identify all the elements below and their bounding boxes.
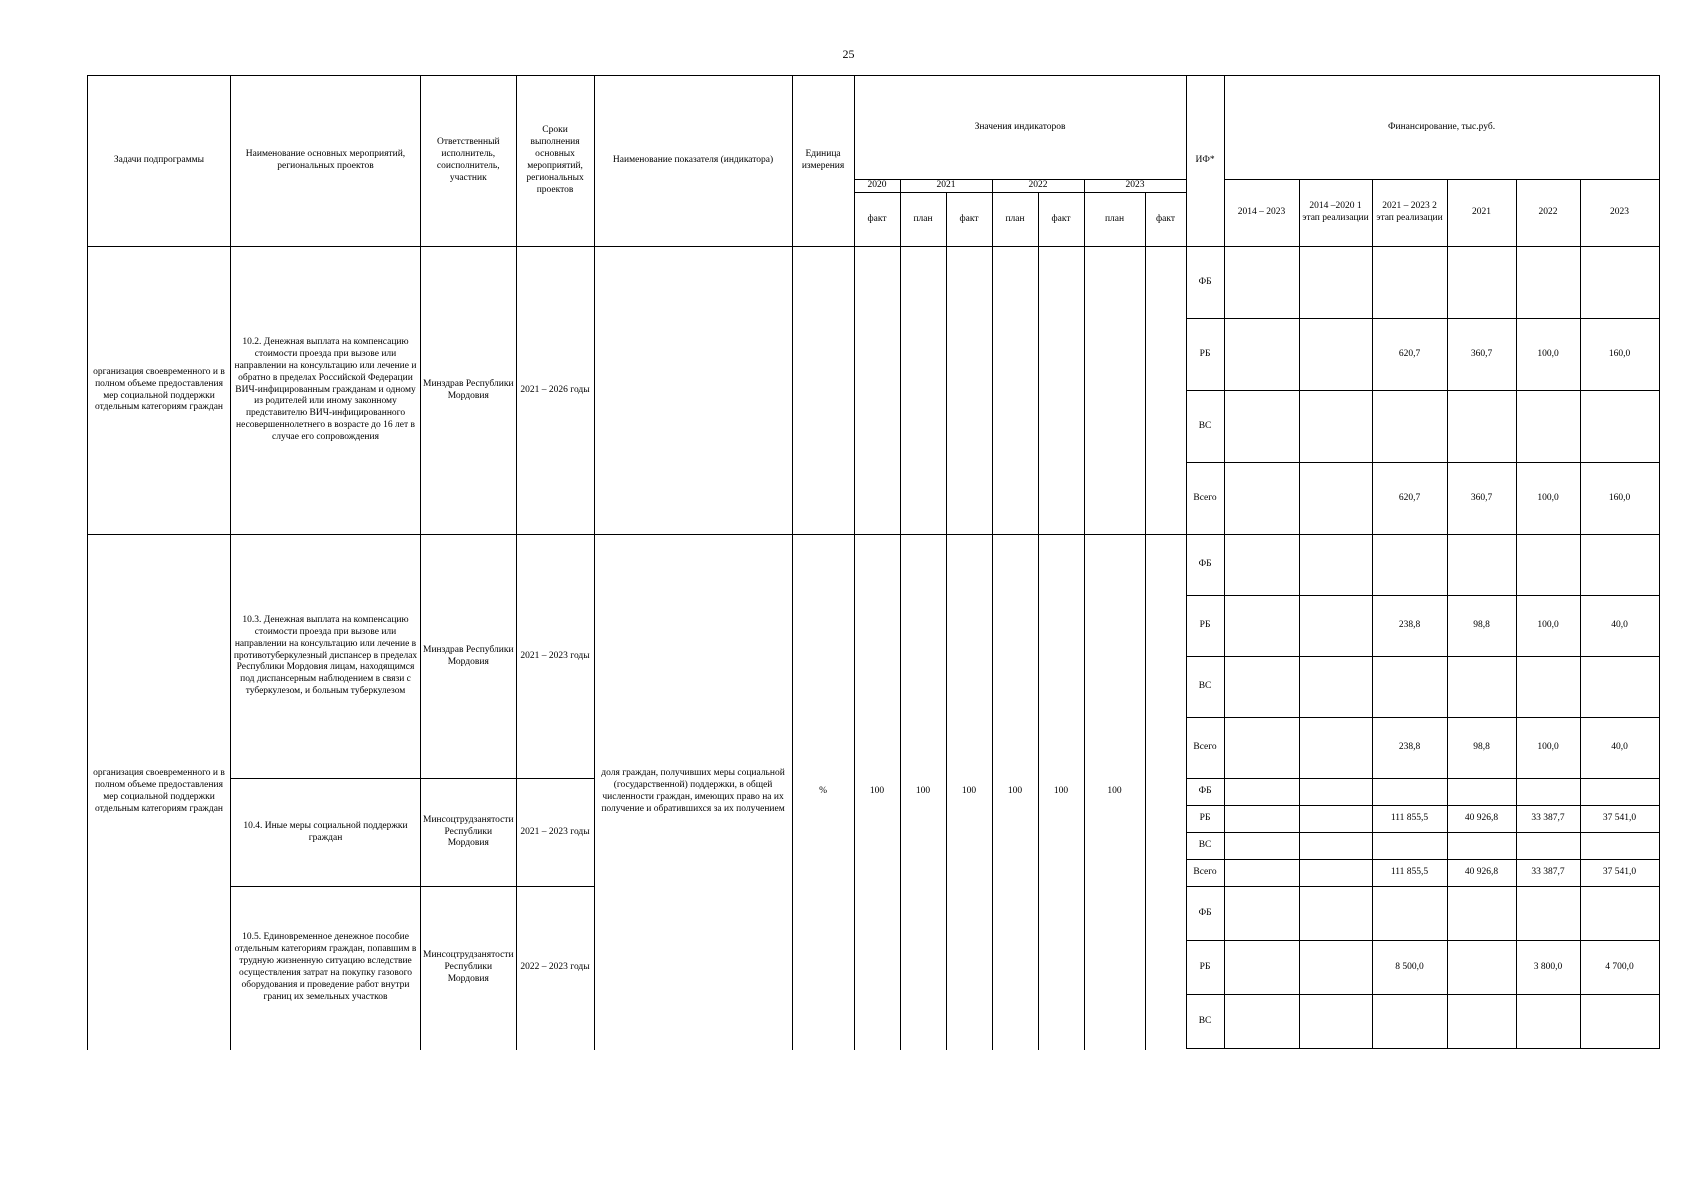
cell-value: 100,0 bbox=[1516, 718, 1580, 779]
term-10-3: 2021 – 2023 годы bbox=[516, 535, 594, 779]
source-vs: ВС bbox=[1186, 995, 1224, 1049]
cell-value: 33 387,7 bbox=[1516, 806, 1580, 833]
header-term: Сроки выполнения основных мероприятий, региональных проектов bbox=[516, 76, 594, 247]
ind-2022-fact: 100 bbox=[1038, 535, 1084, 1050]
cell-value: 100,0 bbox=[1516, 319, 1580, 391]
year-2022: 2022 bbox=[992, 180, 1084, 193]
sub-plan: план bbox=[900, 193, 946, 247]
source-fb: ФБ bbox=[1186, 247, 1224, 319]
cell-value: 238,8 bbox=[1372, 718, 1447, 779]
source-vs: ВС bbox=[1186, 391, 1224, 463]
sub-fact: факт bbox=[946, 193, 992, 247]
header-unit: Единица измерения bbox=[792, 76, 854, 247]
measure-10-5: 10.5. Единовременное денежное пособие отдельным категориям граждан, попавшим в трудную жизненную ситуацию вследствие осуществления затрат на покупку газового оборудования и проведение работ внутри границ их земельных участков bbox=[231, 887, 421, 1050]
ind-2022-plan: 100 bbox=[992, 535, 1038, 1050]
cell-value: 111 855,5 bbox=[1372, 806, 1447, 833]
cell-value: 40,0 bbox=[1580, 718, 1659, 779]
ind-2023-plan: 100 bbox=[1084, 535, 1145, 1050]
source-rb: РБ bbox=[1186, 806, 1224, 833]
ind-2021-fact: 100 bbox=[946, 535, 992, 1050]
fin-col-2023: 2023 bbox=[1580, 180, 1659, 247]
fin-col-stage2: 2021 – 2023 2 этап реализации bbox=[1372, 180, 1447, 247]
cell-value: 40 926,8 bbox=[1447, 806, 1516, 833]
header-task: Задачи подпрограммы bbox=[88, 76, 231, 247]
year-2021: 2021 bbox=[900, 180, 992, 193]
responsible-10-4: Минсоцтрудзанятости Республики Мордовия bbox=[421, 779, 517, 887]
cell-value: 100,0 bbox=[1516, 463, 1580, 535]
sub-fact: факт bbox=[1038, 193, 1084, 247]
term-10-5: 2022 – 2023 годы bbox=[516, 887, 594, 1050]
source-fb: ФБ bbox=[1186, 779, 1224, 806]
fin-col-2014-2023: 2014 – 2023 bbox=[1224, 180, 1299, 247]
source-total: Всего bbox=[1186, 463, 1224, 535]
page-number: 25 bbox=[842, 47, 855, 61]
header-if: ИФ* bbox=[1186, 76, 1224, 247]
indicator-unit: % bbox=[792, 535, 854, 1050]
year-2023: 2023 bbox=[1084, 180, 1186, 193]
cell-value bbox=[1447, 941, 1516, 995]
cell-value: 33 387,7 bbox=[1516, 860, 1580, 887]
source-total: Всего bbox=[1186, 718, 1224, 779]
sub-fact: факт bbox=[854, 193, 900, 247]
program-table bbox=[87, 75, 1660, 1049]
cell-value: 40 926,8 bbox=[1447, 860, 1516, 887]
cell-value: 620,7 bbox=[1372, 463, 1447, 535]
header-financing: Финансирование, тыс.руб. bbox=[1224, 76, 1659, 180]
cell-value: 160,0 bbox=[1580, 319, 1659, 391]
responsible-10-2: Минздрав Республики Мордовия bbox=[421, 247, 517, 535]
measure-10-4: 10.4. Иные меры социальной поддержки граждан bbox=[231, 779, 421, 887]
year-2020: 2020 bbox=[854, 180, 900, 193]
source-rb: РБ bbox=[1186, 319, 1224, 391]
source-fb: ФБ bbox=[1186, 887, 1224, 941]
fin-col-2021: 2021 bbox=[1447, 180, 1516, 247]
cell-value: 37 541,0 bbox=[1580, 860, 1659, 887]
cell-value: 98,8 bbox=[1447, 596, 1516, 657]
header-indicator: Наименование показателя (индикатора) bbox=[594, 76, 792, 247]
indicator-name: доля граждан, получивших меры социальной (государственной) поддержки, в общей численности граждан, имеющих право на их получение и обратившихся за их получением bbox=[594, 535, 792, 1050]
fin-col-stage1: 2014 –2020 1 этап реализации bbox=[1299, 180, 1372, 247]
source-rb: РБ bbox=[1186, 941, 1224, 995]
source-vs: ВС bbox=[1186, 657, 1224, 718]
header-responsible: Ответственный исполнитель, соисполнитель, участник bbox=[421, 76, 517, 247]
cell-value: 8 500,0 bbox=[1372, 941, 1447, 995]
source-fb: ФБ bbox=[1186, 535, 1224, 596]
cell-value: 620,7 bbox=[1372, 319, 1447, 391]
task-cell: организация своевременного и в полном объеме предоставления мер социальной поддержки отдельным категориям граждан bbox=[88, 247, 231, 535]
sub-plan: план bbox=[1084, 193, 1145, 247]
term-10-2: 2021 – 2026 годы bbox=[516, 247, 594, 535]
cell-value: 360,7 bbox=[1447, 463, 1516, 535]
sub-fact: факт bbox=[1145, 193, 1186, 247]
cell-value: 37 541,0 bbox=[1580, 806, 1659, 833]
ind-2020-fact: 100 bbox=[854, 535, 900, 1050]
task-cell: организация своевременного и в полном объеме предоставления мер социальной поддержки отдельным категориям граждан bbox=[88, 535, 231, 1050]
header-indicator-values: Значения индикаторов bbox=[854, 76, 1186, 180]
cell-value: 238,8 bbox=[1372, 596, 1447, 657]
cell-value: 111 855,5 bbox=[1372, 860, 1447, 887]
cell-value: 100,0 bbox=[1516, 596, 1580, 657]
cell-value: 40,0 bbox=[1580, 596, 1659, 657]
ind-2023-fact bbox=[1145, 535, 1186, 1050]
cell-value: 3 800,0 bbox=[1516, 941, 1580, 995]
source-vs: ВС bbox=[1186, 833, 1224, 860]
cell-value: 4 700,0 bbox=[1580, 941, 1659, 995]
ind-2021-plan: 100 bbox=[900, 535, 946, 1050]
term-10-4: 2021 – 2023 годы bbox=[516, 779, 594, 887]
cell-value: 98,8 bbox=[1447, 718, 1516, 779]
responsible-10-5: Минсоцтрудзанятости Республики Мордовия bbox=[421, 887, 517, 1050]
measure-10-2: 10.2. Денежная выплата на компенсацию стоимости проезда при вызове или направлении на консультацию или лечение и обратно в пределах Российской Федерации ВИЧ-инфицированным гражданам и одному из родителей или иному законному представителю ВИЧ-инфицированного несовершеннолетнего в возрасте до 16 лет в случае его сопровождения bbox=[231, 247, 421, 535]
cell-value: 160,0 bbox=[1580, 463, 1659, 535]
main-table bbox=[87, 75, 1660, 1049]
responsible-10-3: Минздрав Республики Мордовия bbox=[421, 535, 517, 779]
cell-value: 360,7 bbox=[1447, 319, 1516, 391]
source-total: Всего bbox=[1186, 860, 1224, 887]
measure-10-3: 10.3. Денежная выплата на компенсацию стоимости проезда при вызове или направлении на консультацию или лечение в противотуберкулезный диспансер в пределах Республики Мордовия лицам, находящимся под диспансерным наблюдением в связи с туберкулезом, и больным туберкулезом bbox=[231, 535, 421, 779]
source-rb: РБ bbox=[1186, 596, 1224, 657]
header-measure: Наименование основных мероприятий, региональных проектов bbox=[231, 76, 421, 247]
sub-plan: план bbox=[992, 193, 1038, 247]
indicator-empty bbox=[594, 247, 792, 535]
unit-empty bbox=[792, 247, 854, 535]
fin-col-2022: 2022 bbox=[1516, 180, 1580, 247]
